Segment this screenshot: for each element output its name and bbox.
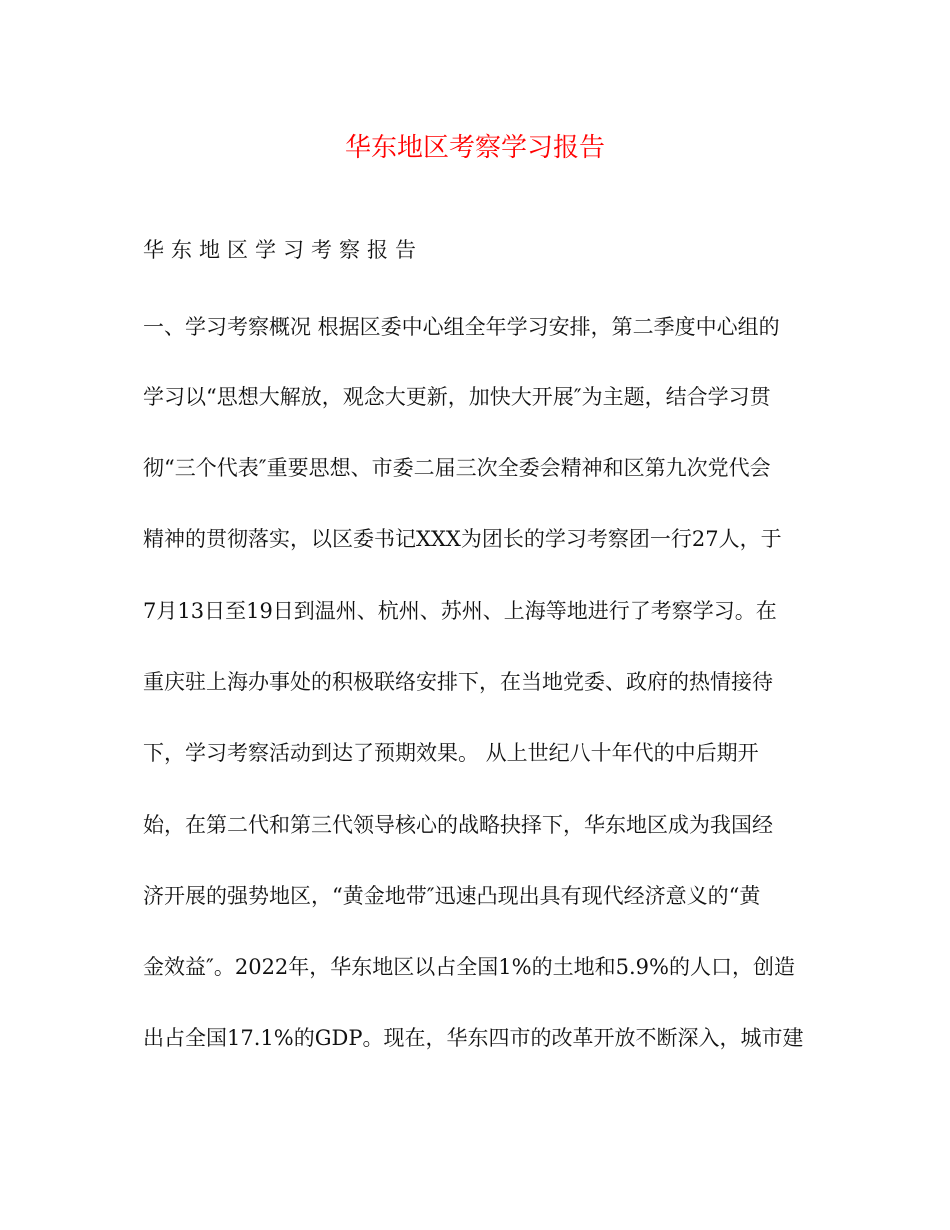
document-subtitle: 华东地区学习考察报告	[143, 238, 423, 262]
body-line-4: 精神的贯彻落实，以区委书记XXX为团长的学习考察团一行27人，于	[143, 527, 782, 551]
body-line-11: 出占全国17.1%的GDP。现在，华东四市的改革开放不断深入，城市建	[143, 1026, 804, 1050]
body-line-1: 一、学习考察概况 根据区委中心组全年学习安排，第二季度中心组的	[143, 315, 780, 339]
body-line-8: 始，在第二代和第三代领导核心的战略抉择下，华东地区成为我国经	[143, 813, 773, 837]
document-title: 华东地区考察学习报告	[344, 133, 605, 163]
body-line-5: 7月13日至19日到温州、杭州、苏州、上海等地进行了考察学习。在	[143, 599, 777, 623]
body-line-2: 学习以“思想大解放，观念大更新，加快大开展″为主题，结合学习贯	[143, 385, 771, 409]
body-line-3: 彻“三个代表″重要思想、市委二届三次全委会精神和区第九次党代会	[143, 456, 771, 480]
body-line-9: 济开展的强势地区，“黄金地带″迅速凸现出具有现代经济意义的“黄	[143, 884, 761, 908]
body-line-10: 金效益″。2022年，华东地区以占全国1%的土地和5.9%的人口，创造	[143, 955, 795, 979]
body-line-7: 下，学习考察活动到达了预期效果。 从上世纪八十年代的中后期开	[143, 741, 759, 765]
body-line-6: 重庆驻上海办事处的积极联络安排下，在当地党委、政府的热情接待	[143, 670, 773, 694]
